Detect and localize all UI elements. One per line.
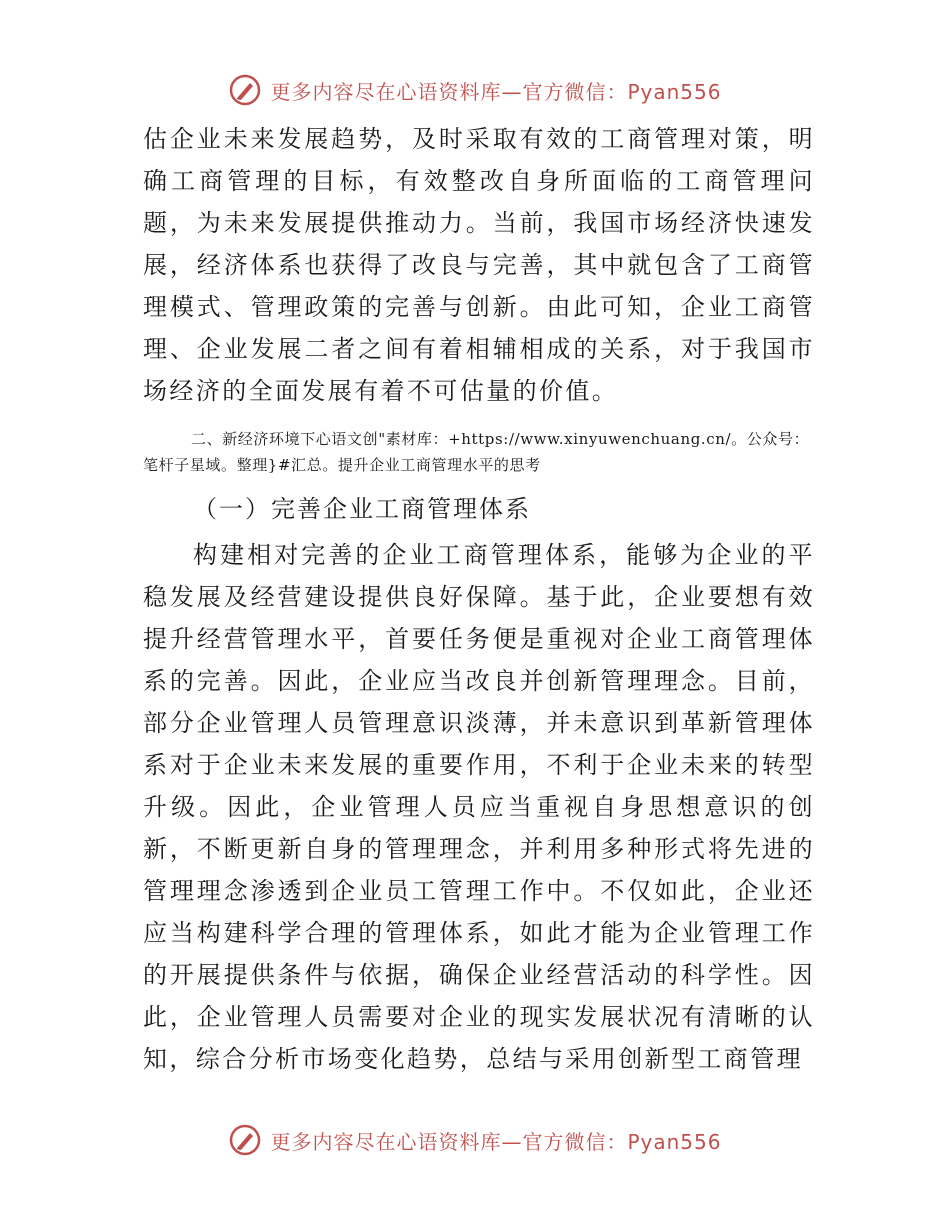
header-banner-text: 更多内容尽在心语资料库—官方微信：Pyan556 [270, 79, 722, 104]
pen-logo-icon [228, 1123, 262, 1157]
footer-watermark-banner [0, 1120, 950, 1160]
body-paragraph: 估企业未来发展趋势，及时采取有效的工商管理对策，明确工商管理的目标，有效整改自身所面临的工商管理问题，为未来发展提供推动力。当前，我国市场经济快速发展，经济体系也获得了改良与完善，其中就包含了工商管理模式、管理政策的完善与创新。由此可知，企业工商管理、企业发展二者之间有着相辅相成的关系，对于我国市场经济的全面发展有着不可估量的价值。 [143, 125, 815, 405]
body-paragraph: 构建相对完善的企业工商管理体系，能够为企业的平稳发展及经营建设提供良好保障。基于此，企业要想有效提升经营管理水平，首要任务便是重视对企业工商管理体系的完善。因此，企业应当改良并创新管理理念。目前，部分企业管理人员管理意识淡薄，并未意识到革新管理体系对于企业未来发展的重要作用，不利于企业未来的转型升级。因此，企业管理人员应当重视自身思想意识的创新，不断更新自身的管理理念，并利用多种形式将先进的管理理念渗透到企业员工管理工作中。不仅如此，企业还应当构建科学合理的管理体系，如此才能为企业管理工作的开展提供条件与依据，确保企业经营活动的科学性。因此，企业管理人员需要对企业的现实发展状况有清晰的认知，综合分析市场变化趋势，总结与采用创新型工商管理 [143, 541, 815, 1073]
document-body [143, 118, 815, 1080]
header-watermark-banner [0, 70, 950, 110]
pen-logo-icon [228, 73, 262, 107]
footer-banner-text: 更多内容尽在心语资料库—官方微信：Pyan556 [270, 1129, 722, 1154]
subsection-heading: （一）完善企业工商管理体系 [193, 495, 531, 523]
section-heading: 二、新经济环境下心语文创"素材库：+https://www.xinyuwenchuang.cn/。公众号：笔杆子星域。整理}#汇总。提升企业工商管理水平的思考 [143, 430, 810, 474]
